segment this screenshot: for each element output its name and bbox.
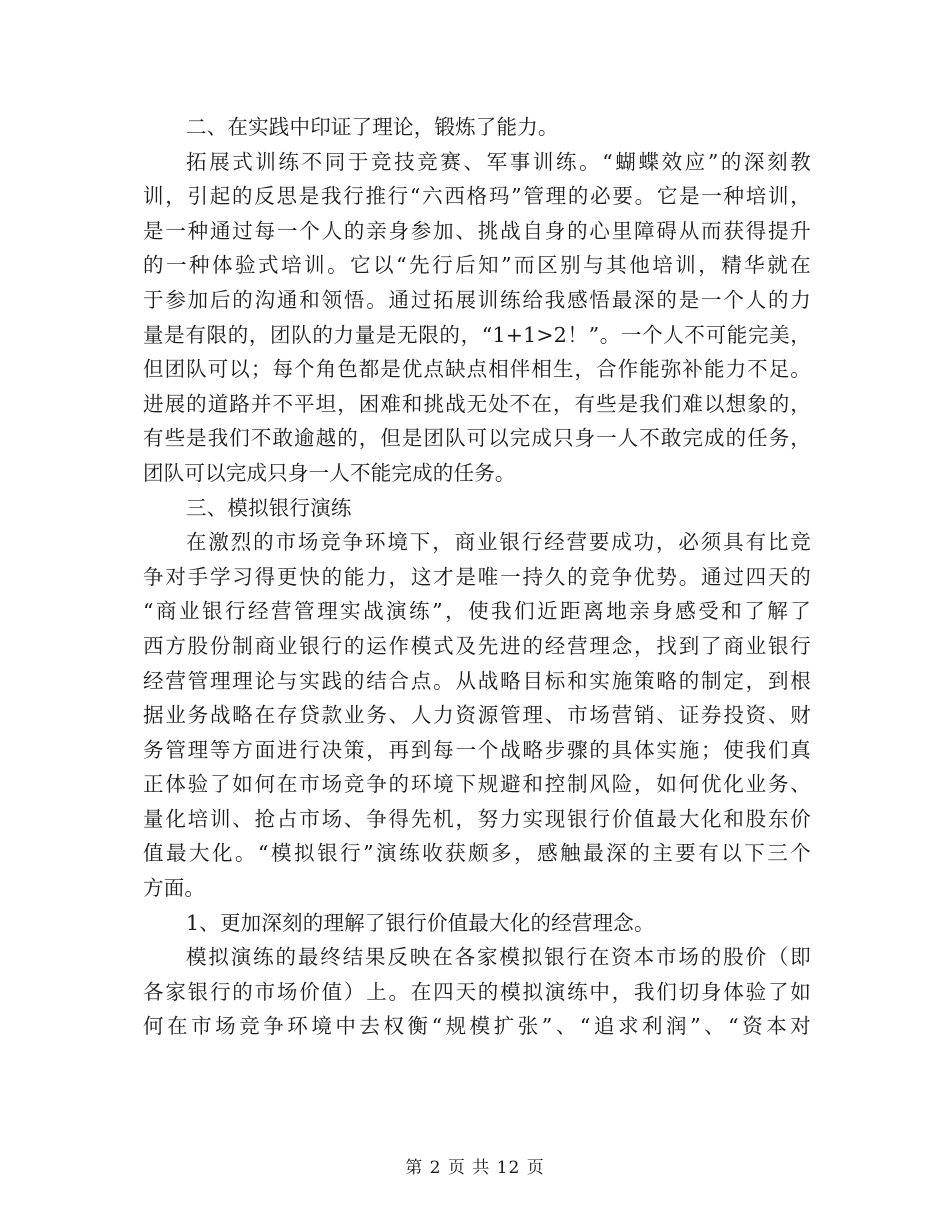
text-line: 但团队可以；每个角色都是优点缺点相伴相生，合作能弥补能力不足。 [143, 357, 811, 382]
text-line: 量化培训、抢占市场、争得先机，努力实现银行价值最大化和股东价 [143, 806, 811, 831]
text-line: 方面。 [143, 876, 206, 901]
text-line: 二、在实践中印证了理论，锻炼了能力。 [186, 115, 559, 139]
text-line: “商业银行经营管理实战演练”，使我们近距离地亲身感受和了解了 [143, 599, 811, 624]
text-line: 值最大化。“模拟银行”演练收获颇多，感触最深的主要有以下三个 [143, 841, 811, 866]
text-line: 正体验了如何在市场竞争的环境下规避和控制风险，如何优化业务、 [143, 772, 811, 797]
text-line: 于参加后的沟通和领悟。通过拓展训练给我感悟最深的是一个人的力 [143, 287, 811, 312]
text-line: 有些是我们不敢逾越的，但是团队可以完成只身一人不敢完成的任务， [143, 426, 811, 451]
text-line: 的一种体验式培训。它以“先行后知”而区别与其他培训，精华就在 [143, 253, 811, 278]
text-line: 争对手学习得更快的能力，这才是唯一持久的竞争优势。通过四天的 [143, 564, 811, 589]
body-text [143, 110, 811, 1044]
text-line: 训，引起的反思是我行推行“六西格玛”管理的必要。它是一种培训， [143, 184, 811, 209]
text-line: 经营管理理论与实践的结合点。从战略目标和实施策略的制定，到根 [143, 668, 811, 693]
text-line: 在激烈的市场竞争环境下，商业银行经营要成功，必须具有比竞 [186, 530, 811, 555]
text-line: 是一种通过每一个人的亲身参加、挑战自身的心里障碍从而获得提升 [143, 218, 811, 243]
text-line: 据业务战略在存贷款业务、人力资源管理、市场营销、证券投资、财 [143, 703, 811, 728]
text-line: 量是有限的，团队的力量是无限的，“1+1>2！”。一个人不可能完美， [143, 322, 811, 347]
text-line: 三、模拟银行演练 [186, 495, 352, 520]
text-line: 西方股份制商业银行的运作模式及先进的经营理念，找到了商业银行 [143, 633, 811, 658]
text-line: 各家银行的市场价值）上。在四天的模拟演练中，我们切身体验了如 [143, 979, 811, 1004]
text-line: 1、更加深刻的理解了银行价值最大化的经营理念。 [186, 910, 655, 935]
text-line: 团队可以完成只身一人不能完成的任务。 [143, 460, 516, 485]
text-line: 务管理等方面进行决策，再到每一个战略步骤的具体实施；使我们真 [143, 737, 811, 762]
text-line: 进展的道路并不平坦，困难和挑战无处不在，有些是我们难以想象的， [143, 391, 811, 416]
text-line: 拓展式训练不同于竞技竞赛、军事训练。“蝴蝶效应”的深刻教 [186, 149, 811, 174]
page-footer: 第 2 页 共 12 页 [405, 1158, 545, 1178]
text-line: 何在市场竞争环境中去权衡“规模扩张”、“追求利润”、“资本对 [143, 1014, 811, 1039]
text-line: 模拟演练的最终结果反映在各家模拟银行在资本市场的股价（即 [186, 945, 811, 970]
